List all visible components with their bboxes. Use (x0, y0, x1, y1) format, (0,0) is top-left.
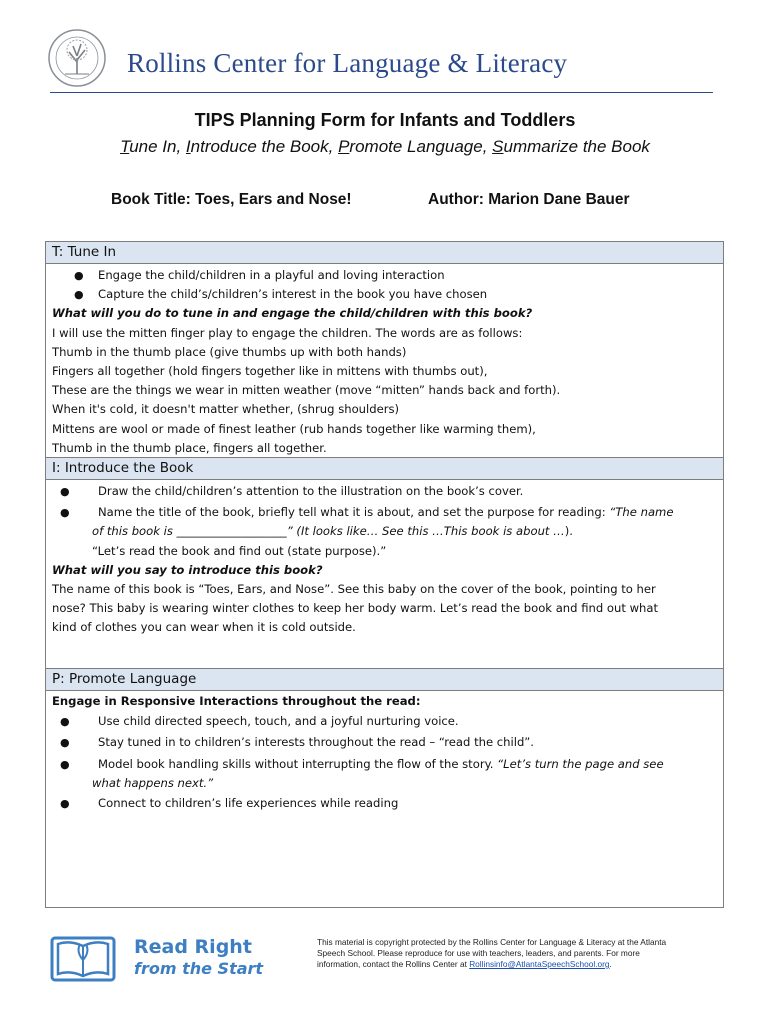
section-body-introduce (46, 482, 723, 638)
section-heading-promote: P: Promote Language (46, 668, 723, 691)
school-seal-logo (47, 28, 107, 88)
page-header (47, 24, 717, 94)
answer-line: These are the things we wear in mitten weather (move “mitten” hands back and forth). (52, 383, 561, 398)
bullet-icon: ● (74, 288, 84, 302)
answer-line: I will use the mitten finger play to engage the children. The words are as follows: (52, 325, 523, 340)
prompt-question: What will you say to introduce this book? (52, 562, 323, 577)
list-item: ● Model book handling skills without interrupting the flow of the story. “Let’s turn the page and see (52, 755, 717, 774)
list-item-continuation: of this book is ___________________” (It looks like… See this …This book is about …). (92, 524, 573, 539)
answer-line: Thumb in the thumb place, fingers all together. (52, 440, 327, 455)
section-heading-tune-in: T: Tune In (46, 242, 723, 264)
answer-line: Thumb in the thumb place (give thumbs up with both hands) (52, 344, 407, 359)
answer-line: The name of this book is “Toes, Ears, and Nose”. See this baby on the cover of the book, pointing to her (52, 582, 656, 597)
bullet-icon: ● (60, 485, 70, 498)
list-item: ● Connect to children’s life experiences while reading (52, 794, 717, 813)
bullet-icon: ● (60, 757, 70, 771)
book-title: Book Title: Toes, Ears and Nose! (111, 191, 352, 208)
org-name: Rollins Center for Language & Literacy (127, 48, 568, 78)
copyright-notice: This material is copyright protected by the Rollins Center for Language & Literacy at the Atlanta Speech School. Please reproduce for use with teachers, leaders, and parents. For more information, contact the Rollins Center at Rollinsinfo@AtlantaSpeechSchool.org. (317, 937, 667, 969)
section-lead: Engage in Responsive Interactions throughout the read: (52, 694, 421, 708)
section-body-tune-in (46, 266, 723, 458)
answer-line: When it's cold, it doesn't matter whether, (shrug shoulders) (52, 402, 400, 417)
answer-line: kind of clothes you can wear when it is cold outside. (52, 620, 356, 635)
answer-line: Mittens are wool or made of finest leather (rub hands together like warming them), (52, 421, 536, 436)
form-title: TIPS Planning Form for Infants and Toddlers (194, 110, 576, 130)
list-item: ● Capture the child’s/children’s interest in the book you have chosen (52, 285, 717, 304)
logo-line-1: Read Right (134, 936, 252, 958)
contact-email-link[interactable]: Rollinsinfo@AtlantaSpeechSchool.org (469, 959, 610, 969)
open-book-icon (50, 930, 116, 986)
list-item: ● Name the title of the book, briefly tell what it is about, and set the purpose for reading: “The name (52, 503, 717, 522)
answer-line: nose? This baby is wearing winter clothes to keep her body warm. Let’s read the book and find out what (52, 601, 659, 616)
answer-line: Fingers all together (hold fingers together like in mittens with thumbs out), (52, 364, 488, 379)
bullet-icon: ● (60, 715, 70, 729)
list-item-continuation: what happens next.” (92, 775, 214, 790)
logo-line-2: from the Start (134, 959, 264, 978)
bullet-icon: ● (60, 797, 70, 811)
prompt-question: What will you do to tune in and engage the child/children with this book? (52, 306, 533, 321)
form-subtitle: Tune In, Introduce the Book, Promote Language, Summarize the Book (120, 137, 650, 156)
list-item: ● Use child directed speech, touch, and a joyful nurturing voice. (52, 712, 717, 731)
list-item-continuation: “Let’s read the book and find out (state purpose).” (92, 543, 387, 558)
section-heading-introduce: I: Introduce the Book (46, 457, 723, 480)
bullet-icon: ● (60, 506, 70, 520)
list-item: ● Engage the child/children in a playful and loving interaction (52, 266, 717, 285)
book-author: Author: Marion Dane Bauer (428, 191, 630, 208)
bullet-icon: ● (60, 736, 70, 750)
read-right-logo (50, 930, 270, 986)
tips-form-table (45, 241, 724, 908)
section-body-promote (46, 692, 723, 813)
list-item: ● Stay tuned in to children’s interests throughout the read – “read the child”. (52, 733, 717, 752)
bullet-icon: ● (74, 269, 84, 282)
list-item: ● Draw the child/children’s attention to the illustration on the book’s cover. (52, 482, 717, 501)
header-divider (50, 92, 713, 93)
